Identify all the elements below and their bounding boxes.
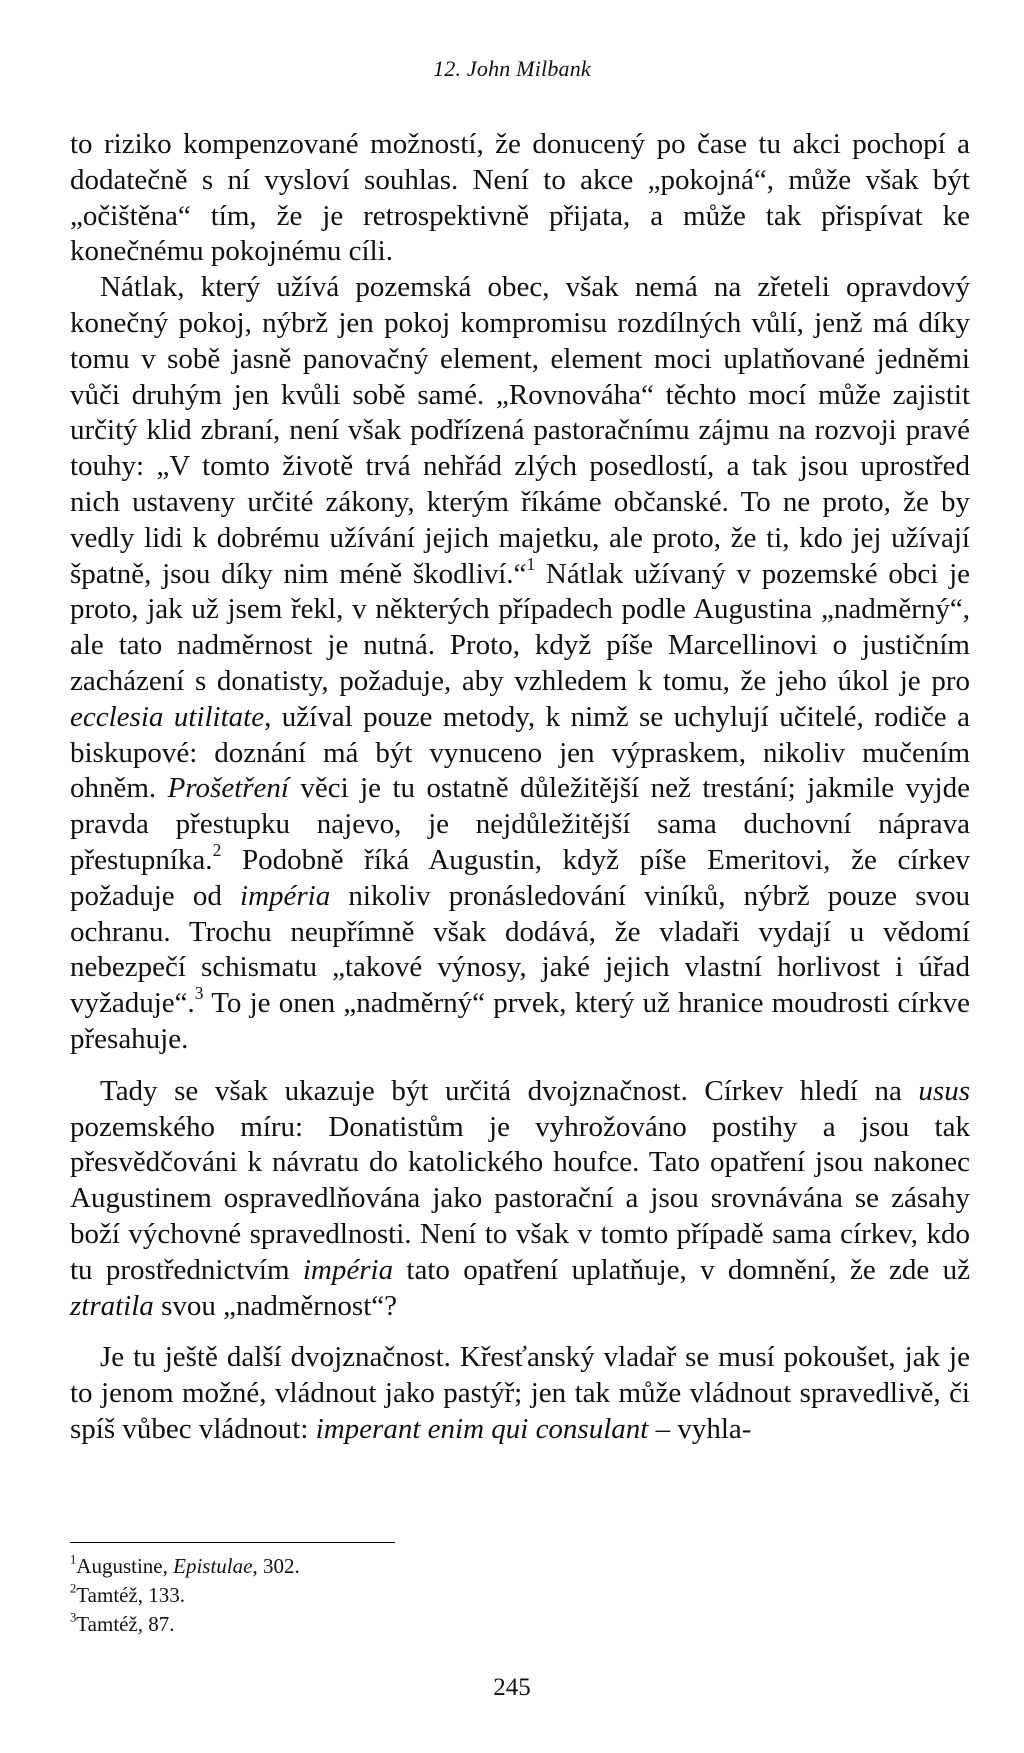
footnote-1-rest: , 302. (252, 1554, 300, 1578)
emphasis-ztratila: ztratila (70, 1289, 154, 1322)
paragraph-3-text-a: Tady se však ukazuje být určitá dvojznačnost. Církev hledí na (100, 1074, 919, 1107)
paragraph-2-text-d: věci je tu ostatně důležitější než trestání; jakmile vyjde pravda přestupku najevo, je nejdůležitější sama duchovní náprava přestupníka. (70, 772, 970, 876)
paragraph-3 (70, 1074, 970, 1325)
latin-term-ecclesia-utilitate: ecclesia utilitate (70, 700, 265, 733)
paragraph-4-text-b: – vyhla- (648, 1412, 752, 1445)
footnote-rule (70, 1542, 395, 1543)
main-text (70, 127, 970, 1448)
paragraph-1: to riziko kompenzované možností, že donucený po čase tu akci pochopí a dodatečně s ní vysloví souhlas. Není to akce „pokojná“, může však být „očištěna“ tím, že je retrospektivně přijata, a může tak přispívat ke konečnému pokojnému cíli. (70, 128, 970, 268)
footnote-ref-3: 3 (194, 983, 204, 1004)
footnote-2-text: Tamtéž, 133. (76, 1583, 186, 1607)
running-header: 12. John Milbank (433, 56, 591, 81)
paragraph-2-text-f: nikoliv pronásledování viníků, nýbrž pouze svou ochranu. Trochu neupřímně však dodává, že vladaři vydají u vědomí nebezpečí schismatu „takové výnosy, jaké jejich vlastní horlivost i úřad vyžaduje“. (70, 879, 971, 1020)
paragraph-2-text-b: Nátlak užívaný v pozemské obci je proto, jak už jsem řekl, v některých případech podle Augustina „nadměrný“, ale tato nadměrnost je nutná. Proto, když píše Marcellinovi o justičním zacházení s donatisty, požaduje, aby vzhledem k tomu, že jeho úkol je pro (70, 557, 970, 697)
footnote-ref-2: 2 (212, 839, 222, 860)
footnote-mark-3: 3 (70, 1610, 77, 1625)
paragraph-2-text-e: Podobně říká Augustin, když píše Emeritovi, že církev požaduje od (70, 843, 970, 912)
emphasis-imperia-2: impéria (302, 1253, 394, 1286)
footnote-1-text: Augustine, (76, 1554, 174, 1578)
paragraph-4 (70, 1340, 970, 1447)
paragraph-3-text-b: pozemského míru: Donatistům je vyhrožováno postihy a jsou tak přesvědčováni k návratu do katolického houfce. Tato opatření jsou nakonec Augustinem ospravedlňována jako pastorační a jsou srovnávána se zásahy boží výchovné spravedlnosti. Není to však v tomto případě sama církev, kdo tu prostřednictvím (70, 1110, 970, 1286)
paragraph-2 (70, 270, 970, 1058)
footnote-mark-2: 2 (70, 1581, 77, 1596)
footnotes (70, 1552, 670, 1639)
paragraph-3-text-c: tato opatření uplatňuje, v domnění, že zde už (393, 1253, 970, 1286)
latin-term-usus: usus (918, 1074, 970, 1107)
footnote-mark-1: 1 (70, 1552, 77, 1567)
footnote-1-title: Epistulae (173, 1554, 253, 1578)
paragraph-2-text-a: Nátlak, který užívá pozemská obec, však nemá na zřeteli opravdový konečný pokoj, nýbrž jen pokoj kompromisu rozdílných vůlí, jenž má díky tomu v sobě jasně panovačný element, element moci uplatňované jedněmi vůči druhým jen kvůli sobě samé. „Rovnováha“ těchto mocí může zajistit určitý klid zbraní, není však podřízená pastoračnímu zájmu na rozvoji pravé touhy: „V tomto životě trvá nehřád zlých posedlostí, a tak jsou uprostřed nich ustaveny určité zákony, kterým říkáme občanské. To ne proto, že by vedly lidi k dobrému užívání jejich majetku, ale proto, že ti, kdo jej užívají špatně, jsou díky nim méně škodliví.“ (70, 271, 970, 590)
footnote-ref-1: 1 (526, 553, 536, 574)
paragraph-4-text-a: Je tu ještě další dvojznačnost. Křesťanský vladař se musí pokoušet, jak je to jenom možné, vládnout jako pastýř; jen tak může vládnout spravedlivě, či spíš vůbec vládnout: (70, 1341, 970, 1445)
paragraph-3-text-d: svou „nadměrnost“? (153, 1289, 398, 1322)
latin-quote-imperant: imperant enim qui consulant (315, 1412, 649, 1445)
emphasis-proseteni: Prošetření (167, 772, 289, 805)
footnote-2 (70, 1581, 670, 1610)
paragraph-2-text-c: , užíval pouze metody, k nimž se uchylují učitelé, rodiče a biskupové: doznání má být vynuceno jen výpraskem, nikoliv mučením ohněm. (70, 700, 970, 805)
emphasis-imperia: impéria (240, 879, 331, 912)
footnote-3 (70, 1610, 670, 1639)
footnote-1 (70, 1552, 670, 1581)
paragraph-2-text-g: To je onen „nadměrný“ prvek, který už hranice moudrosti církve přesahuje. (70, 987, 970, 1055)
page-number: 245 (493, 1674, 531, 1701)
footnote-3-text: Tamtéž, 87. (76, 1612, 175, 1636)
